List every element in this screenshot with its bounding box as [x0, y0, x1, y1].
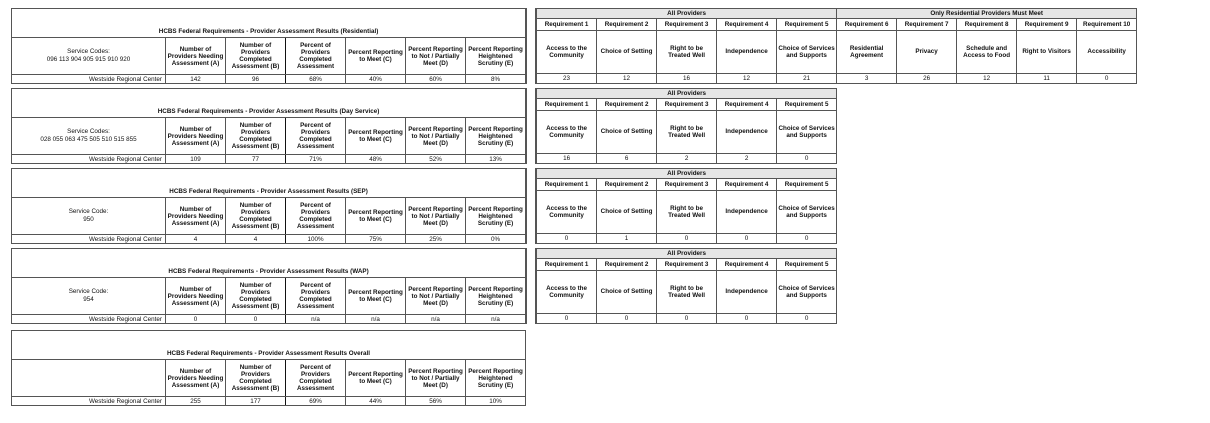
requirement-number: Requirement 2 — [597, 179, 657, 191]
column-spacer — [526, 168, 536, 244]
requirement-number: Requirement 1 — [537, 99, 597, 111]
requirement-number: Requirement 5 — [777, 259, 837, 271]
requirement-number: Requirement 4 — [717, 19, 777, 31]
requirement-name: Right to be Treated Well — [657, 110, 717, 153]
column-header: Percent Reporting to Meet (C) — [346, 278, 406, 315]
table-row — [12, 75, 526, 84]
column-header: Percent of Providers Completed Assessment — [286, 360, 346, 397]
requirement-name: Right to Visitors — [1017, 30, 1077, 73]
table-row — [12, 235, 526, 244]
column-header: Number of Providers Needing Assessment (A) — [166, 118, 226, 155]
column-header: Percent Reporting to Meet (C) — [346, 360, 406, 397]
section-title: HCBS Federal Requirements - Provider Assessment Results (Day Service) — [12, 89, 526, 118]
requirement-number: Requirement 4 — [717, 259, 777, 271]
requirement-name: Access to the Community — [537, 110, 597, 153]
requirement-name: Choice of Services and Supports — [777, 110, 837, 153]
value-cell: 0 — [226, 315, 286, 324]
requirement-number: Requirement 2 — [597, 99, 657, 111]
row-label: Westside Regional Center — [12, 397, 166, 406]
all-providers-header: All Providers — [537, 249, 837, 259]
table-row — [12, 397, 526, 406]
residential-only-header: Only Residential Providers Must Meet — [837, 9, 1137, 19]
column-header: Percent Reporting to Not / Partially Meet (D) — [406, 198, 466, 235]
requirement-value: 0 — [597, 313, 657, 323]
section-title: HCBS Federal Requirements - Provider Assessment Results (SEP) — [12, 169, 526, 198]
column-spacer — [526, 8, 536, 84]
section-title: HCBS Federal Requirements - Provider Assessment Results Overall — [12, 331, 526, 360]
requirement-value: 16 — [657, 73, 717, 83]
service-codes-value: 954 — [83, 296, 94, 303]
column-header: Percent Reporting to Not / Partially Meet (D) — [406, 278, 466, 315]
value-cell: 52% — [406, 155, 466, 164]
value-cell: 60% — [406, 75, 466, 84]
summary-table — [11, 168, 526, 244]
value-cell: 4 — [226, 235, 286, 244]
requirement-number: Requirement 5 — [777, 99, 837, 111]
column-header: Number of Providers Needing Assessment (A) — [166, 38, 226, 75]
service-codes-value: 950 — [83, 216, 94, 223]
requirement-name: Independence — [717, 30, 777, 73]
service-codes-label: Service Codes: — [67, 48, 110, 55]
service-codes-cell — [12, 38, 166, 75]
service-codes-cell — [12, 278, 166, 315]
requirement-value: 0 — [657, 233, 717, 243]
column-spacer — [526, 248, 536, 324]
requirement-value: 0 — [657, 313, 717, 323]
requirement-value: 21 — [777, 73, 837, 83]
requirement-name: Accessibility — [1077, 30, 1137, 73]
summary-table — [11, 8, 526, 84]
report-section — [11, 8, 1137, 84]
value-cell: 48% — [346, 155, 406, 164]
column-header: Percent Reporting to Not / Partially Meet (D) — [406, 118, 466, 155]
value-cell: 25% — [406, 235, 466, 244]
value-cell: 0 — [166, 315, 226, 324]
value-cell: 0% — [466, 235, 526, 244]
requirement-name: Right to be Treated Well — [657, 30, 717, 73]
column-header: Percent Reporting to Meet (C) — [346, 198, 406, 235]
value-cell: 56% — [406, 397, 466, 406]
value-cell: 68% — [286, 75, 346, 84]
requirement-name: Residential Agreement — [837, 30, 897, 73]
column-header: Number of Providers Completed Assessment (B) — [226, 118, 286, 155]
requirement-number: Requirement 1 — [537, 179, 597, 191]
requirement-name: Independence — [717, 110, 777, 153]
summary-table — [11, 88, 526, 164]
requirement-name: Choice of Setting — [597, 30, 657, 73]
value-cell: n/a — [286, 315, 346, 324]
section-title: HCBS Federal Requirements - Provider Assessment Results (Residential) — [12, 9, 526, 38]
table-row — [537, 153, 837, 163]
requirements-table — [536, 168, 837, 244]
requirement-number: Requirement 10 — [1077, 19, 1137, 31]
value-cell: n/a — [466, 315, 526, 324]
value-cell: 100% — [286, 235, 346, 244]
value-cell: 109 — [166, 155, 226, 164]
service-codes-cell — [12, 198, 166, 235]
section-title: HCBS Federal Requirements - Provider Assessment Results (WAP) — [12, 249, 526, 278]
column-header: Number of Providers Needing Assessment (A) — [166, 198, 226, 235]
value-cell: 4 — [166, 235, 226, 244]
table-row — [537, 313, 837, 323]
requirement-number: Requirement 8 — [957, 19, 1017, 31]
requirement-name: Right to be Treated Well — [657, 190, 717, 233]
requirement-name: Right to be Treated Well — [657, 270, 717, 313]
column-header: Number of Providers Completed Assessment (B) — [226, 360, 286, 397]
column-header: Number of Providers Completed Assessment (B) — [226, 198, 286, 235]
requirement-number: Requirement 3 — [657, 179, 717, 191]
requirement-value: 2 — [717, 153, 777, 163]
requirement-name: Access to the Community — [537, 190, 597, 233]
service-codes-label: Service Code: — [68, 288, 109, 295]
report-section — [11, 88, 837, 164]
value-cell: 13% — [466, 155, 526, 164]
requirement-value: 0 — [717, 233, 777, 243]
row-label: Westside Regional Center — [12, 155, 166, 164]
requirement-value: 12 — [717, 73, 777, 83]
value-cell: 8% — [466, 75, 526, 84]
requirement-value: 2 — [657, 153, 717, 163]
requirement-value: 0 — [777, 233, 837, 243]
value-cell: 177 — [226, 397, 286, 406]
requirement-name: Independence — [717, 270, 777, 313]
requirements-table — [536, 8, 1137, 84]
requirement-number: Requirement 9 — [1017, 19, 1077, 31]
value-cell: 71% — [286, 155, 346, 164]
all-providers-header: All Providers — [537, 169, 837, 179]
requirement-number: Requirement 3 — [657, 99, 717, 111]
column-header: Number of Providers Completed Assessment (B) — [226, 278, 286, 315]
requirement-name: Choice of Services and Supports — [777, 270, 837, 313]
requirement-value: 12 — [597, 73, 657, 83]
requirement-number: Requirement 3 — [657, 259, 717, 271]
column-spacer — [526, 88, 536, 164]
requirements-table — [536, 248, 837, 324]
table-row — [12, 315, 526, 324]
column-header: Percent Reporting Heightened Scrutiny (E) — [466, 278, 526, 315]
value-cell: 255 — [166, 397, 226, 406]
table-row — [537, 233, 837, 243]
report-section — [11, 168, 837, 244]
requirement-number: Requirement 2 — [597, 19, 657, 31]
column-header: Percent Reporting to Not / Partially Meet (D) — [406, 38, 466, 75]
value-cell: 44% — [346, 397, 406, 406]
requirement-value: 0 — [777, 313, 837, 323]
value-cell: 142 — [166, 75, 226, 84]
requirement-name: Independence — [717, 190, 777, 233]
row-label: Westside Regional Center — [12, 75, 166, 84]
column-header: Number of Providers Needing Assessment (A) — [166, 360, 226, 397]
requirement-name: Choice of Setting — [597, 110, 657, 153]
requirement-name: Choice of Setting — [597, 270, 657, 313]
service-codes-cell — [12, 360, 166, 397]
summary-table — [11, 248, 526, 324]
service-codes-value: 028 055 063 475 505 510 515 855 — [40, 136, 137, 143]
requirement-number: Requirement 2 — [597, 259, 657, 271]
requirement-number: Requirement 1 — [537, 19, 597, 31]
value-cell: 77 — [226, 155, 286, 164]
service-codes-label: Service Code: — [68, 208, 109, 215]
column-header: Percent of Providers Completed Assessment — [286, 278, 346, 315]
column-header: Percent Reporting to Not / Partially Meet (D) — [406, 360, 466, 397]
service-codes-label: Service Codes: — [67, 128, 110, 135]
requirement-value: 3 — [837, 73, 897, 83]
row-label: Westside Regional Center — [12, 235, 166, 244]
value-cell: n/a — [406, 315, 466, 324]
requirement-value: 6 — [597, 153, 657, 163]
requirement-value: 0 — [537, 233, 597, 243]
requirement-value: 0 — [1077, 73, 1137, 83]
report-section — [11, 248, 837, 324]
requirement-name: Access to the Community — [537, 270, 597, 313]
column-header: Percent Reporting to Meet (C) — [346, 38, 406, 75]
requirement-value: 12 — [957, 73, 1017, 83]
column-header: Number of Providers Needing Assessment (A) — [166, 278, 226, 315]
service-codes-value: 096 113 904 905 915 910 920 — [46, 56, 131, 63]
requirement-number: Requirement 4 — [717, 99, 777, 111]
report-section — [11, 330, 526, 406]
column-header: Percent of Providers Completed Assessment — [286, 118, 346, 155]
requirements-table — [536, 88, 837, 164]
summary-table — [11, 330, 526, 406]
column-header: Percent of Providers Completed Assessment — [286, 38, 346, 75]
value-cell: 75% — [346, 235, 406, 244]
value-cell: 96 — [226, 75, 286, 84]
requirement-name: Choice of Services and Supports — [777, 30, 837, 73]
column-header: Percent Reporting Heightened Scrutiny (E) — [466, 118, 526, 155]
column-header: Percent Reporting to Meet (C) — [346, 118, 406, 155]
table-row — [12, 155, 526, 164]
requirement-name: Access to the Community — [537, 30, 597, 73]
requirement-value: 16 — [537, 153, 597, 163]
requirement-number: Requirement 5 — [777, 19, 837, 31]
value-cell: 69% — [286, 397, 346, 406]
value-cell: n/a — [346, 315, 406, 324]
requirement-value: 0 — [717, 313, 777, 323]
row-label: Westside Regional Center — [12, 315, 166, 324]
requirement-number: Requirement 6 — [837, 19, 897, 31]
requirement-number: Requirement 3 — [657, 19, 717, 31]
requirement-number: Requirement 7 — [897, 19, 957, 31]
requirement-number: Requirement 5 — [777, 179, 837, 191]
requirement-value: 1 — [597, 233, 657, 243]
column-header: Percent Reporting Heightened Scrutiny (E) — [466, 38, 526, 75]
requirement-value: 0 — [777, 153, 837, 163]
value-cell: 10% — [466, 397, 526, 406]
column-header: Percent Reporting Heightened Scrutiny (E) — [466, 360, 526, 397]
all-providers-header: All Providers — [537, 9, 837, 19]
column-header: Number of Providers Completed Assessment (B) — [226, 38, 286, 75]
all-providers-header: All Providers — [537, 89, 837, 99]
requirement-number: Requirement 4 — [717, 179, 777, 191]
requirement-name: Choice of Services and Supports — [777, 190, 837, 233]
requirement-name: Schedule and Access to Food — [957, 30, 1017, 73]
requirement-value: 0 — [537, 313, 597, 323]
service-codes-cell — [12, 118, 166, 155]
column-header: Percent Reporting Heightened Scrutiny (E) — [466, 198, 526, 235]
requirement-name: Privacy — [897, 30, 957, 73]
requirement-number: Requirement 1 — [537, 259, 597, 271]
requirement-value: 23 — [537, 73, 597, 83]
requirement-value: 26 — [897, 73, 957, 83]
requirement-value: 11 — [1017, 73, 1077, 83]
table-row — [537, 73, 1137, 83]
value-cell: 40% — [346, 75, 406, 84]
requirement-name: Choice of Setting — [597, 190, 657, 233]
column-header: Percent of Providers Completed Assessment — [286, 198, 346, 235]
